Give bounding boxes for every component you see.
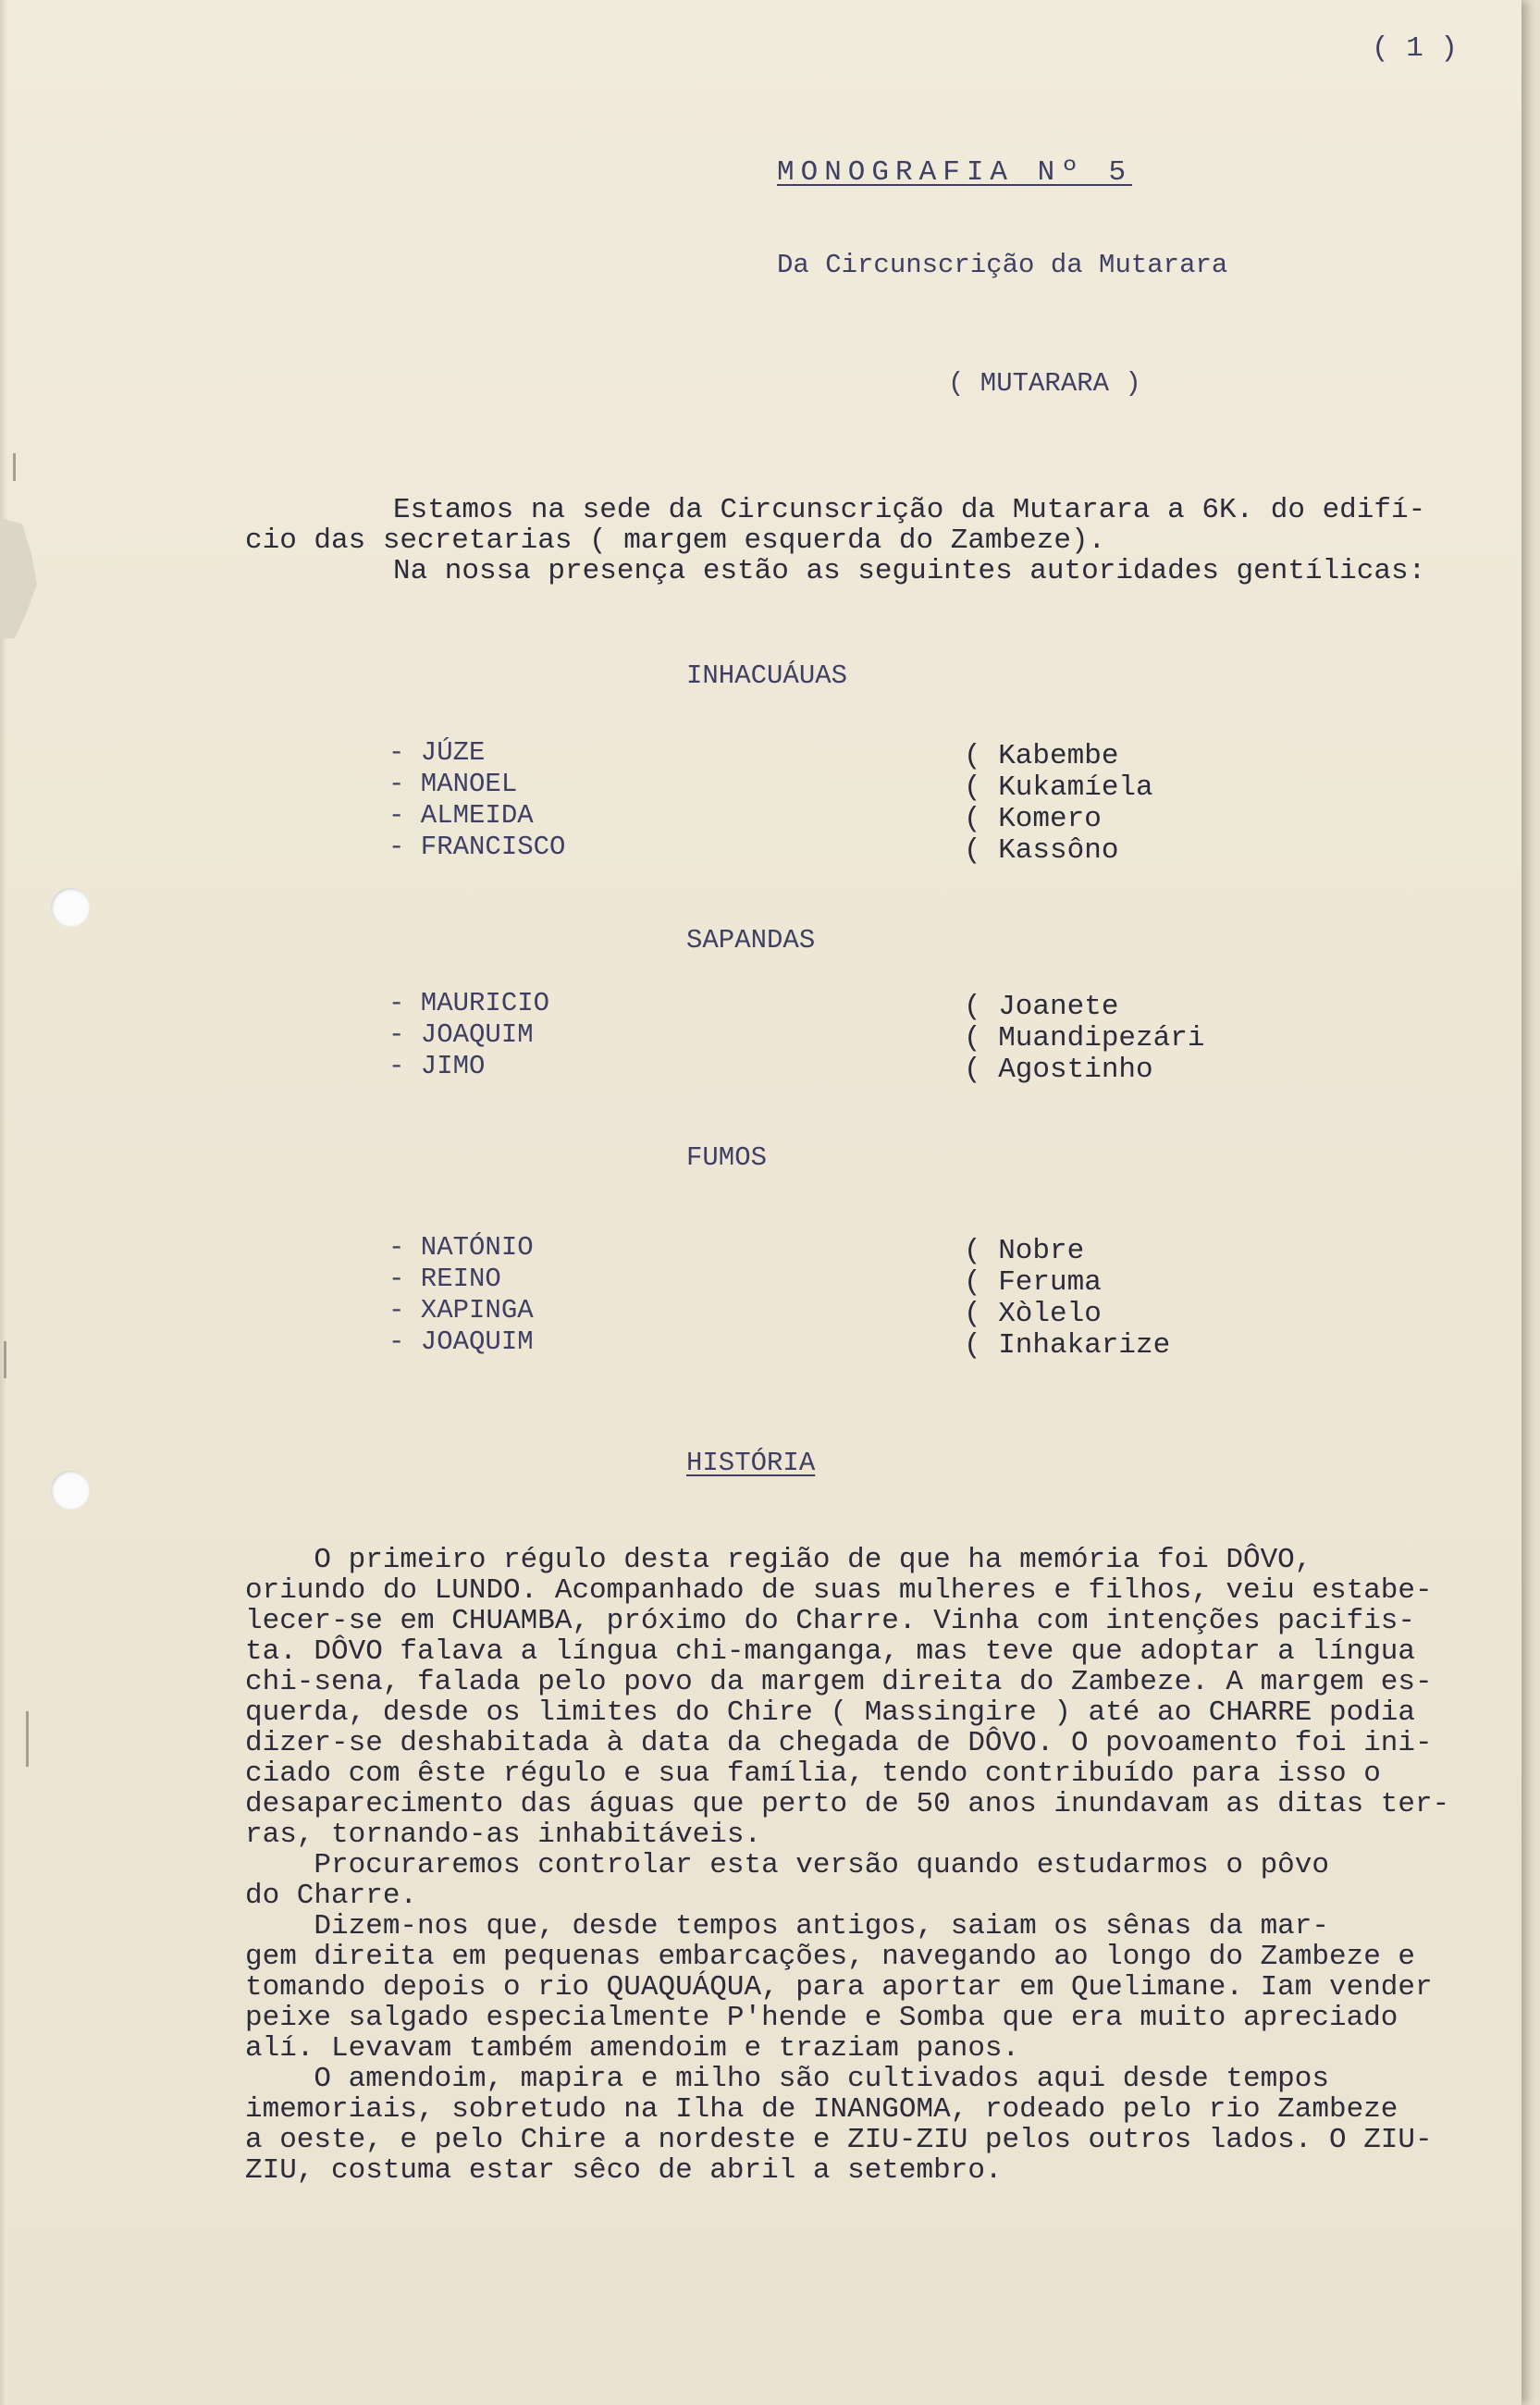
history-line: tomando depois o rio QUAQUÁQUA, para aportar em Quelimane. Iam vender [245, 1971, 1433, 2004]
authority-name: - JÚZE [388, 737, 486, 768]
history-line: ciado com êste régulo e sua família, tendo contribuído para isso o [245, 1758, 1381, 1790]
group-heading: FUMOS [686, 1142, 768, 1173]
history-line: peixe salgado especialmente P'hende e Somba que era muito apreciado [245, 2002, 1398, 2034]
history-line: lecer-se em CHUAMBA, próximo do Charre. Vinha com intenções pacifis- [245, 1605, 1416, 1637]
history-line: imemoriais, sobretudo na Ilha de INANGOMA, rodeado pelo rio Zambeze [245, 2093, 1398, 2126]
history-line: desaparecimento das águas que perto de 50 anos inundavam as ditas ter- [245, 1788, 1450, 1820]
punch-hole-bottom [51, 1471, 90, 1510]
document-subtitle: Da Circunscrição da Mutarara [777, 250, 1228, 280]
history-line: ras, tornando-as inhabitáveis. [245, 1819, 762, 1851]
page-number: ( 1 ) [1372, 32, 1459, 65]
authority-place: ( Agostinho [964, 1054, 1153, 1086]
history-line: Procuraremos controlar esta versão quando estudarmos o pôvo [245, 1849, 1329, 1881]
margin-mark [13, 453, 16, 481]
authority-name: - NATÓNIO [388, 1232, 534, 1263]
history-line: Dizem-nos que, desde tempos antigos, saiam os sênas da mar- [245, 1910, 1329, 1942]
margin-mark [26, 1711, 29, 1767]
authority-name: - XAPINGA [388, 1295, 534, 1326]
authority-place: ( Inhakarize [964, 1329, 1171, 1362]
history-heading: HISTÓRIA [686, 1448, 816, 1478]
authority-place: ( Joanete [964, 991, 1119, 1023]
history-line: dizer-se deshabitada à data da chegada de DÔVO. O povoamento foi ini- [245, 1727, 1433, 1759]
authority-place: ( Xòlelo [964, 1298, 1102, 1330]
authority-name: - FRANCISCO [388, 832, 566, 862]
history-line: ZIU, costuma estar sêco de abril a setembro. [245, 2154, 1003, 2187]
history-line: chi-sena, falada pelo povo da margem direita do Zambeze. A margem es- [245, 1666, 1433, 1698]
history-line: ta. DÔVO falava a língua chi-manganga, mas teve que adoptar a língua [245, 1635, 1416, 1668]
document-title: MONOGRAFIA Nº 5 [777, 156, 1133, 189]
authority-name: - MAURICIO [388, 988, 550, 1018]
authority-place: ( Kassôno [964, 834, 1119, 867]
group-heading: SAPANDAS [686, 925, 816, 956]
authority-place: ( Kabembe [964, 740, 1119, 772]
history-line: O amendoim, mapira e milho são cultivados aqui desde tempos [245, 2063, 1329, 2095]
group-heading: INHACUÁUAS [686, 660, 848, 691]
authority-place: ( Komero [964, 803, 1102, 835]
authority-place: ( Kukamíela [964, 771, 1153, 804]
place-heading: ( MUTARARA ) [948, 368, 1141, 399]
authority-name: - JOAQUIM [388, 1019, 534, 1050]
history-line: oriundo do LUNDO. Acompanhado de suas mulheres e filhos, veiu estabe- [245, 1574, 1433, 1607]
margin-mark [4, 1341, 6, 1378]
authority-place: ( Feruma [964, 1266, 1102, 1299]
history-line: gem direita em pequenas embarcações, navegando ao longo do Zambeze e [245, 1941, 1416, 1973]
authority-name: - JOAQUIM [388, 1326, 534, 1357]
authority-place: ( Nobre [964, 1235, 1085, 1267]
intro-line: Na nossa presença estão as seguintes autoridades gentílicas: [393, 555, 1426, 587]
page-edge [0, 0, 7, 2405]
authority-place: ( Muandipezári [964, 1022, 1205, 1054]
history-line: querda, desde os limites do Chire ( Massingire ) até ao CHARRE podia [245, 1696, 1416, 1729]
authority-name: - MANOEL [388, 769, 518, 799]
history-body [245, 1545, 1449, 2186]
history-line: a oeste, e pelo Chire a nordeste e ZIU-ZIU pelos outros lados. O ZIU- [245, 2124, 1433, 2156]
history-line: do Charre. [245, 1880, 418, 1912]
history-line: alí. Levavam também amendoim e traziam panos. [245, 2032, 1020, 2065]
authority-name: - ALMEIDA [388, 800, 534, 831]
torn-corner [0, 518, 37, 638]
punch-hole-top [51, 888, 90, 927]
intro-line: cio das secretarias ( margem esquerda do Zambeze). [245, 524, 1106, 557]
authority-name: - REINO [388, 1264, 501, 1294]
authority-name: - JIMO [388, 1051, 486, 1081]
history-line: O primeiro régulo desta região de que ha memória foi DÔVO, [245, 1544, 1312, 1576]
intro-line: Estamos na sede da Circunscrição da Mutarara a 6K. do edifí- [393, 494, 1426, 526]
